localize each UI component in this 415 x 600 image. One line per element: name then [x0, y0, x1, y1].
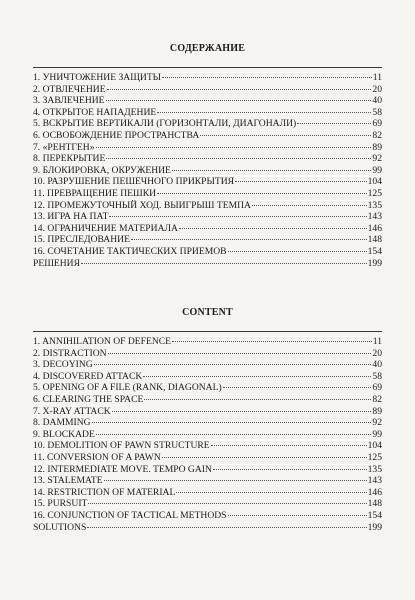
- toc-entry-page-number: 148: [367, 498, 382, 510]
- toc-entry-page-number: 11: [372, 72, 382, 83]
- dot-leader: [157, 193, 367, 194]
- dot-leader: [92, 422, 372, 423]
- toc-entry[interactable]: [33, 429, 382, 441]
- toc-entry-title: 3. ЗАВЛЕЧЕНИЕ: [33, 95, 105, 107]
- toc-entry-page-number: 58: [372, 106, 382, 118]
- toc-entry-page-number: 125: [367, 187, 382, 199]
- toc-entry-page-number: 69: [372, 118, 382, 130]
- dot-leader: [96, 147, 372, 148]
- dot-leader: [162, 457, 367, 458]
- toc-entry[interactable]: [33, 165, 382, 177]
- divider-rule: [33, 331, 382, 332]
- toc-entry[interactable]: [33, 72, 382, 84]
- toc-entry-title: 16. CONJUNCTION OF TACTICAL METHODS: [33, 509, 227, 521]
- toc-entry[interactable]: [33, 417, 382, 429]
- toc-entry-title: 14. ОГРАНИЧЕНИЕ МАТЕРИАЛА: [33, 222, 178, 234]
- toc-entry-page-number: 99: [372, 164, 382, 176]
- dot-leader: [88, 503, 366, 504]
- dot-leader: [107, 89, 372, 90]
- toc-entry-page-number: 104: [367, 176, 382, 188]
- toc-entry[interactable]: [33, 382, 382, 394]
- toc-entry-page-number: 143: [367, 211, 382, 223]
- toc-entry[interactable]: [33, 510, 382, 522]
- toc-entry-title: 6. ОСВОБОЖДЕНИЕ ПРОСТРАНСТВА: [33, 129, 200, 141]
- toc-entry-title: 10. DEMOLITION OF PAWN STRUCTURE: [33, 440, 210, 452]
- dot-leader: [87, 527, 366, 528]
- toc-section-russian: [33, 42, 382, 269]
- dot-leader: [235, 181, 367, 182]
- dot-leader: [252, 205, 367, 206]
- toc-entry[interactable]: [33, 223, 382, 235]
- toc-entry-page-number: 11: [372, 336, 382, 347]
- toc-entry-title: 13. ИГРА НА ПАТ: [33, 211, 109, 223]
- dot-leader: [200, 135, 371, 136]
- toc-entry[interactable]: [33, 406, 382, 418]
- toc-entry-page-number: 58: [372, 370, 382, 382]
- toc-entry[interactable]: [33, 118, 382, 130]
- toc-entry-page-number: 146: [367, 486, 382, 498]
- dot-leader: [228, 515, 367, 516]
- toc-entry[interactable]: [33, 246, 382, 258]
- toc-entry-title: 9. BLOCKADE: [33, 428, 95, 440]
- toc-entry[interactable]: [33, 522, 382, 534]
- toc-entry-title: 8. ПЕРЕКРЫТИЕ: [33, 153, 106, 165]
- dot-leader: [157, 112, 371, 113]
- toc-entry-page-number: 99: [372, 428, 382, 440]
- toc-entry-title: 1. ANNIHILATION OF DEFENCE: [33, 336, 172, 347]
- toc-entry[interactable]: [33, 211, 382, 223]
- toc-entry-title: 12. ПРОМЕЖУТОЧНЫЙ ХОД. ВЫИГРЫШ ТЕМПА: [33, 199, 251, 211]
- toc-entry[interactable]: [33, 359, 382, 371]
- toc-entry-page-number: 154: [367, 509, 382, 521]
- toc-entry[interactable]: [33, 142, 382, 154]
- divider-rule: [33, 67, 382, 68]
- toc-entry-page-number: 89: [372, 141, 382, 153]
- dot-leader: [223, 387, 372, 388]
- toc-entry-page-number: 40: [372, 359, 382, 371]
- dot-leader: [297, 123, 371, 124]
- toc-list-english: [33, 336, 382, 533]
- toc-entry-page-number: 69: [372, 382, 382, 394]
- toc-entry-title: 4. DISCOVERED ATTACK: [33, 370, 143, 382]
- toc-entry-title: 4. ОТКРЫТОЕ НАПАДЕНИЕ: [33, 106, 157, 118]
- toc-entry-page-number: 40: [372, 95, 382, 107]
- toc-entry[interactable]: [33, 176, 382, 188]
- dot-leader: [131, 239, 367, 240]
- dot-leader: [109, 216, 366, 217]
- toc-entry-page-number: 82: [372, 129, 382, 141]
- toc-entry-page-number: 148: [367, 234, 382, 246]
- toc-section-english: [33, 306, 382, 533]
- toc-entry[interactable]: [33, 107, 382, 119]
- toc-entry-title: 5. OPENING OF A FILE (RANK, DIAGONAL): [33, 382, 222, 394]
- dot-leader: [108, 353, 372, 354]
- dot-leader: [143, 376, 371, 377]
- toc-entry[interactable]: [33, 200, 382, 212]
- toc-entry-title: 5. ВСКРЫТИЕ ВЕРТИКАЛИ (ГОРИЗОНТАЛИ, ДИАГОНАЛИ): [33, 118, 297, 130]
- dot-leader: [106, 158, 371, 159]
- toc-entry[interactable]: [33, 348, 382, 360]
- toc-entry-page-number: 125: [367, 451, 382, 463]
- toc-entry[interactable]: [33, 153, 382, 165]
- toc-entry[interactable]: [33, 487, 382, 499]
- toc-entry-title: 3. DECOYING: [33, 359, 93, 371]
- dot-leader: [172, 341, 372, 342]
- toc-entry[interactable]: [33, 394, 382, 406]
- toc-entry-title: 7. «РЕНТГЕН»: [33, 141, 95, 153]
- dot-leader: [94, 364, 372, 365]
- dot-leader: [162, 77, 372, 78]
- toc-entry[interactable]: [33, 336, 382, 348]
- toc-entry-page-number: 20: [372, 347, 382, 359]
- toc-entry-page-number: 143: [367, 475, 382, 487]
- dot-leader: [106, 100, 372, 101]
- section-heading-russian: СОДЕРЖАНИЕ: [169, 43, 246, 54]
- toc-entry-page-number: 146: [367, 222, 382, 234]
- toc-entry[interactable]: [33, 475, 382, 487]
- dot-leader: [81, 263, 367, 264]
- toc-entry[interactable]: [33, 371, 382, 383]
- dot-leader: [144, 399, 371, 400]
- toc-entry-page-number: 135: [367, 199, 382, 211]
- toc-entry-page-number: 92: [372, 153, 382, 165]
- toc-entry-title: РЕШЕНИЯ: [33, 257, 80, 269]
- toc-entry[interactable]: [33, 188, 382, 200]
- toc-entry-page-number: 199: [367, 521, 382, 533]
- dot-leader: [228, 251, 367, 252]
- toc-entry-page-number: 82: [372, 393, 382, 405]
- dot-leader: [112, 411, 372, 412]
- toc-entry-title: 7. X-RAY ATTACK: [33, 405, 111, 417]
- toc-entry-page-number: 92: [372, 417, 382, 429]
- toc-entry-title: 8. DAMMING: [33, 417, 91, 429]
- toc-entry-title: 13. STALEMATE: [33, 475, 103, 487]
- toc-entry-title: 11. CONVERSION OF A PAWN: [33, 451, 161, 463]
- toc-entry-page-number: 154: [367, 245, 382, 257]
- toc-entry[interactable]: [33, 440, 382, 452]
- toc-entry[interactable]: [33, 95, 382, 107]
- toc-entry-page-number: 199: [367, 257, 382, 269]
- toc-entry-page-number: 104: [367, 440, 382, 452]
- dot-leader: [176, 492, 366, 493]
- toc-entry[interactable]: [33, 464, 382, 476]
- toc-entry[interactable]: [33, 258, 382, 270]
- dot-leader: [96, 434, 372, 435]
- toc-entry-title: 2. DISTRACTION: [33, 347, 107, 359]
- toc-entry-title: 12. INTERMEDIATE MOVE. TEMPO GAIN: [33, 463, 212, 475]
- toc-entry-title: 9. БЛОКИРОВКА, ОКРУЖЕНИЕ: [33, 164, 171, 176]
- toc-entry-title: 11. ПРЕВРАЩЕНИЕ ПЕШКИ: [33, 187, 157, 199]
- toc-entry-title: 1. УНИЧТОЖЕНИЕ ЗАЩИТЫ: [33, 72, 162, 83]
- toc-entry[interactable]: [33, 452, 382, 464]
- dot-leader: [104, 480, 367, 481]
- toc-entry-title: SOLUTIONS: [33, 521, 87, 533]
- toc-entry-page-number: 135: [367, 463, 382, 475]
- toc-entry-title: 16. СОЧЕТАНИЕ ТАКТИЧЕСКИХ ПРИЕМОВ: [33, 245, 227, 257]
- toc-entry[interactable]: [33, 498, 382, 510]
- dot-leader: [179, 228, 367, 229]
- toc-entry-title: 2. ОТВЛЕЧЕНИЕ: [33, 83, 106, 95]
- toc-entry-title: 10. РАЗРУШЕНИЕ ПЕШЕЧНОГО ПРИКРЫТИЯ: [33, 176, 235, 188]
- toc-entry-page-number: 89: [372, 405, 382, 417]
- toc-entry-page-number: 20: [372, 83, 382, 95]
- toc-entry[interactable]: [33, 84, 382, 96]
- section-heading-english: CONTENT: [182, 307, 233, 318]
- toc-entry-title: 6. CLEARING THE SPACE: [33, 393, 144, 405]
- toc-entry[interactable]: [33, 130, 382, 142]
- dot-leader: [211, 445, 367, 446]
- dot-leader: [172, 170, 371, 171]
- toc-entry-title: 15. ПРЕСЛЕДОВАНИЕ: [33, 234, 130, 246]
- dot-leader: [213, 469, 367, 470]
- toc-list-russian: [33, 72, 382, 269]
- toc-entry-title: 14. RESTRICTION OF MATERIAL: [33, 486, 176, 498]
- toc-entry-title: 15. PURSUIT: [33, 498, 88, 510]
- toc-entry[interactable]: [33, 234, 382, 246]
